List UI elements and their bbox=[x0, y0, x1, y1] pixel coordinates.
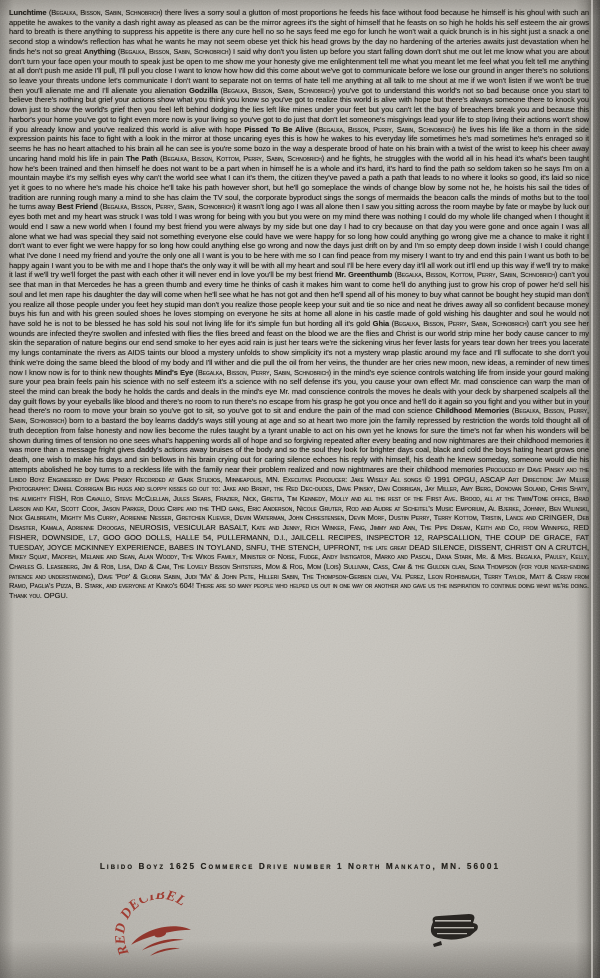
lyrics-text: you've got to understand this world's not so bad because once you start to believe there's nothing but grief your actions show what you think you know so you've got to realize this world is alive with hope but there's always someone there to knock you down just to show the world's grief then you feel left behind dodging the lies left like mines under your feet but you can't let the bay of breachers break you and because this harbor's your home you've got to fight even more now is your living so you've got to do just that don't let someone's misgivings lead your life to stop living their actions won't show if you already know and you've realized this world is alive with hope bbox=[9, 85, 589, 134]
credits-text: (Begalka, Bisson, Perry, Sabin, Schnobrich) bbox=[100, 202, 238, 212]
song-title: Mr. Greenthumb bbox=[335, 270, 395, 280]
song-title: Anything bbox=[83, 46, 118, 56]
credits-text: (Begalka, Bisson, Kottom, Perry, Sabin, Schnobrich) bbox=[160, 153, 327, 163]
red-decibel-logo bbox=[106, 884, 214, 978]
paper-crease bbox=[591, 0, 593, 978]
song-title: The Path bbox=[125, 153, 161, 163]
credits-text: (Begalka, Bisson, Kottom, Perry, Sabin, Schnobrich) bbox=[394, 270, 560, 280]
lyrics-text: in the mind's eye science controls watching life from inside your gourd making sure your pea brain feels pain his science with no self esteem it's a science with no self defense it's you, you cause your own effect Mr. mad conscience can warp the man of steel the mind can break the body he holds the cards and deals in the mind's eye Mr. mad conscience controls the moves he deals with your deck by sharpened scalpels all the day guilt flows by your eyeballs like blood and there's no room to run there's no escape from his grasp he got you once and he'll do it again so you fight and you wither but in your head there's no room to move your brain so you've got to sit, so you've got to sit and endure the pain of the mad con science bbox=[9, 367, 589, 416]
credits-text: (Begalka, Bisson, Sabin, Schnobrich) bbox=[220, 85, 338, 95]
song-title: Best Friend bbox=[57, 202, 101, 212]
svg-text:RED DECIBEL bbox=[106, 884, 199, 959]
credits-text: (Begalka, Bisson, Sabin, Schnobrich) bbox=[48, 8, 165, 17]
lyrics-text: he lives his life like a thorn in the side expression paints his face to fight with a look in the mirror at those uncaring eyes this is how he wakes to his everyday life sometimes he's mad sometimes he's enraged so it seems he has no heart attached to his brain all he can see is you're some bozo in the way a desperate brood of hate on his brain with a twist of the wrist to keep his cheer away uncaring hand mold his life in pain bbox=[9, 124, 589, 163]
credits-text: (Begalka, Bisson, Perry, Sabin, Schnobrich) bbox=[391, 319, 532, 328]
lyrics-text: can't you see that man in that Mercedes he has a green thumb and every time he thinks of cash it makes him want to come he'll do anything just to grow his crop of power he'd sell his soul and let men rape his daughter the day will come when he'll see what he has not got and then he'll spend all of his money to buy what cannot be bought hey stupid man don't you realize all those people under you feet hey stupid man don't you realize those people keep your suit and tie so nice and neat he drives away all so confident because money buys his fun and with his green souled shoes he loves stomping on everyone he sits at home all alone in his castle made of gold wishing his daughter and soul he would not have sold he is not to be blessed he has sold his soul not living life for it's simple fun but hording all it's gold bbox=[9, 270, 590, 328]
red-decibel-emblem bbox=[129, 921, 195, 960]
lyrics-text: I said why don't you listen up before you start falling down don't shut me out let me know what you are about don't turn your face open your mouth to speak just be open to me show me your honesty give me enlightenment tell me what you meant let me feel what you felt tell me anything at all don't push me aside I'll pull, I'll pull you close I want to know how how did this come about we've got to communicate before we lose our ground in anger there's no solutions so leave your threats undone let's communicate I don't want to separate not on terms of hate tell me anything at all talk to me shout at me if we won't listen if we won't be true then you'll alienate me and I'll alienate you alienation bbox=[9, 46, 589, 95]
song-title: Childhood Memories bbox=[435, 406, 512, 416]
credits-text: (Begalka, Bisson, Perry, Sabin, Schnobrich) bbox=[315, 124, 459, 134]
credits-text: (Begalka, Bisson, Perry, Sabin, Schnobrich) bbox=[195, 367, 334, 377]
ink-stamp-mark bbox=[425, 912, 483, 952]
song-title: Pissed To Be Alive bbox=[244, 124, 316, 134]
liner-notes-text bbox=[9, 8, 589, 601]
song-title: Ghia bbox=[372, 319, 392, 328]
song-title: Mind's Eye bbox=[154, 367, 196, 377]
lyrics-text: can't you see her wounds are infected they're swollen and infested with flies the flies breed and feast on the blood we are the flies and Christ is our world strip mine her body cause cancer to my skin the separation of nature begins our end send smoke to her eyes acid rain is just her tears we're the sickening virus her fever lasts for years tear down her trees you lacerate my lungs contaminate the rivers as AIDS taints our blood a mystery unfolds to show simplicity it's not a mystery wrap plastic around my face and I'll suffocate to she don't you think we're doing the same bleed the blood of my body and I'll wither and die pull the oil from her veins, the thunder are her cries new moon, new ideas, a reminder of new times now I know now is for to think new thoughts bbox=[9, 319, 589, 377]
lyrics-text: and he fights, he struggles with the world all in his head it's what's been taught how he's been trained and then himself he does not want to be a part when in himself he is a whole and it's hard, it's hard to find the path so seldom taken so he says I'm on a mountain maybe it's my selfish eyes why can't the world see what I can it's them, the citizen they've paved a path a path that leads to no where it looks so good, it's laid so nice yet it goes to no where he's made his choice he'll take his path however short, but he'll go someplace the winds of change blow by some not he, he hoists his sail the tides of tradition are running rough many a mind to she has claim the TV soul, the corporate byproduct sings the songs of mermaids the beacon calls the minds of moths but to the tool he turns away bbox=[9, 153, 589, 212]
song-title: Godzilla bbox=[188, 85, 221, 95]
lyrics-text: born to a bastard the boy learns daddy's ways still young at age and so at heart two more join the family repressed by restriction the words told thought all of truth deception from false honesty and now lies become the rules taught by a tyrant unable to act on his own yet he knows for sure the time's not far when his wonders will be shown during times of tension no one sees what's happening words all of hope and so forgiving repeated after every beating and now nightmares are their childhood memories it was more than a message fright gives daddy's actions away bruises of the body and so the soul they look for brighter days coal, black and cold the boys hating heart grows one death, one wish to make his days and sin bellows in his brain crying out for caring silence echoes his reply with himself, his death he knew someday, someone would die his attempts abolished he boy turns to a reckless life with the family near their problem realized and now nightmares are their childhood memories bbox=[9, 416, 589, 474]
red-decibel-label: RED DECIBEL bbox=[112, 886, 189, 958]
lyrics-text: it wasn't long ago I was all alone then I saw you sitting across the room maybe by fate or maybe by luck our eyes both met and my heart was struck I was told I was wrong for being with you but you were on my mind there was nothing I could do my whole life changed when I thought it would end I saw a new world when I found my best friend you were always by my side but one day I had to cry because on that day you were gone and once again I was all alone what we had was special they said not something everyone else could have we were happy for so long how could anything go wrong give me a chance to make it right I don't want to ever fight we were happy for so long how could anything else go wrong and now the days just drift on by and I'm so empty deep down inside I wish I could change what I've done I need my friend and you're the only one all I want is you to be here with me so I can find peace from my misery I want to try and end this pain I want us both to be happy again I want you to be with me and I hope that's the only way it will be with all my heart and soul I'll be here every day it'll all work out it'll end up this way if we'll try to make it last if we'll try we'll forget the past with each other it will never end in love you'll be my best friend bbox=[9, 202, 589, 280]
address-line: Libido Boyz 1625 Commerce Drive number 1 North Mankato, MN. 56001 bbox=[99, 862, 501, 871]
credits-text: (Begalka, Bisson, Sabin, Schnobrich) bbox=[117, 46, 234, 56]
credits-text: Produced by Dave Pinsky and the Libido Boyz Engineered by Dave Pinsky Recorded at Gark Studios, Minneapolis, MN. Executive Producer: Jake Wisely All songs © 1991 OPGU, ASCAP Art Direction: Jay Miller Photography: Daniel Corrigan Big hugs and sloppy kisses go out to: Jake and Brent, the Red Dec-dudes, Dave Pinsky, Dan Corrigan, Jay Miller, Amy Berg, Donovan Soland, Chris Shaty, the almighty FISH, Rob Cavallo, Steve McClellan, Jules Sears, Frazier, Nick, Gretta, Tim Kennedy, Molly and all the rest of the First Ave. Brood, all at the Twin/Tone office, Brad Larson and Kat, Scott Cook, Jason Parker, Doug Cripe and the THD gang, Eric Anderson, Nicole Gruter, Rod and Audre at Scheitel's Music Emporium, Al Bjerke, Johnny, Ben Wilinski, Nick Galbreath, Mighty Mis Curry, Adrienne Nesser, Gretchen Kliever, Devin Waterman, John Chrestensen, Devin Morf, Dustin Perry, Terry Kottom, Tristin, Lance and CRINGER, Deb Disaster, Kamala, Adrienne Droogas, NEUROSIS, VESICULAR BASALT, Kate and Jenny, Rich Winker, Fang, Jimmy and Ann, The Pipe Dream, Keith and Co, from Winnipeg, RED FISHER, DOWNSIDE, L7, GOO GOO DOLLS, HALLE 54, PULLERMANN, D.I., JAILCELL RECIPES, INSPECTOR 12, RAPSCALLION, THE COUP DE GRACE, FAT TUESDAY, JOYCE MCKINNEY EXPERIENCE, BABES IN TOYLAND, SNFU, THE STENCH, UPFRONT, the late great DEAD SILENCE, DISSENT, CHRIST ON A CRUTCH, Mikey Squat, Madfish, Melanie and Sean, Alan Woody, The Wikos Family, Minister of Noise, Fudge, Andy Instigator, Marko and Pascal, Dana Stark, Mr. & Mrs. Begalka, Pauley, Kelly, Charles G. Leaseberg, Jim & Rob, Lisa, Dad & Cam, The Lovely Bisson Shitsters, Mom & Rog, Mom (Lois) Sullivan, Cass, Cam & the Gulden clan, Sena Thompson (for your never-ending patience and understanding), Dave 'Pop' & Gloria Sabin, Judi 'Ma' & John Pete, Hilleri Sabin, The Thompson-Gerben clan, Val Perez, Leon Rohrbaugh, Terry Taylor, Matt & Crew from Ramo, Paglia's Pizza, B. Stark, and everyone at Kinko's 604! There are so many people who helped us out in one way or another and gave us the inspiration to continue doing what we're doing. Thank you. OPGU. bbox=[9, 464, 589, 601]
song-title: Lunchtime bbox=[9, 8, 49, 17]
credits-text: (Begalka, Bisson, Perry, Sabin, Schnobrich) bbox=[9, 406, 590, 426]
lyrics-text: there lives a sorry soul a glutton of most proportions he feeds his face without food because he himself is his ghoul with such an appetite he awakes to the vanity a dash right away as pleased as can be the mirror agrees it's the sight of himself that he feasts on so high he holds his self esteem the air grows hard to breath is there anything to suppress his appetite is there any cure hell no so he says feed me ego for lunch he won't wait a quick brunch is in his sight just a snack a one second stop a window's reflection has what he wants he may not seem obese yet thick his head grows by the day no hardening of the arteries awaits just devastation when he finds he's not so great bbox=[9, 8, 589, 56]
